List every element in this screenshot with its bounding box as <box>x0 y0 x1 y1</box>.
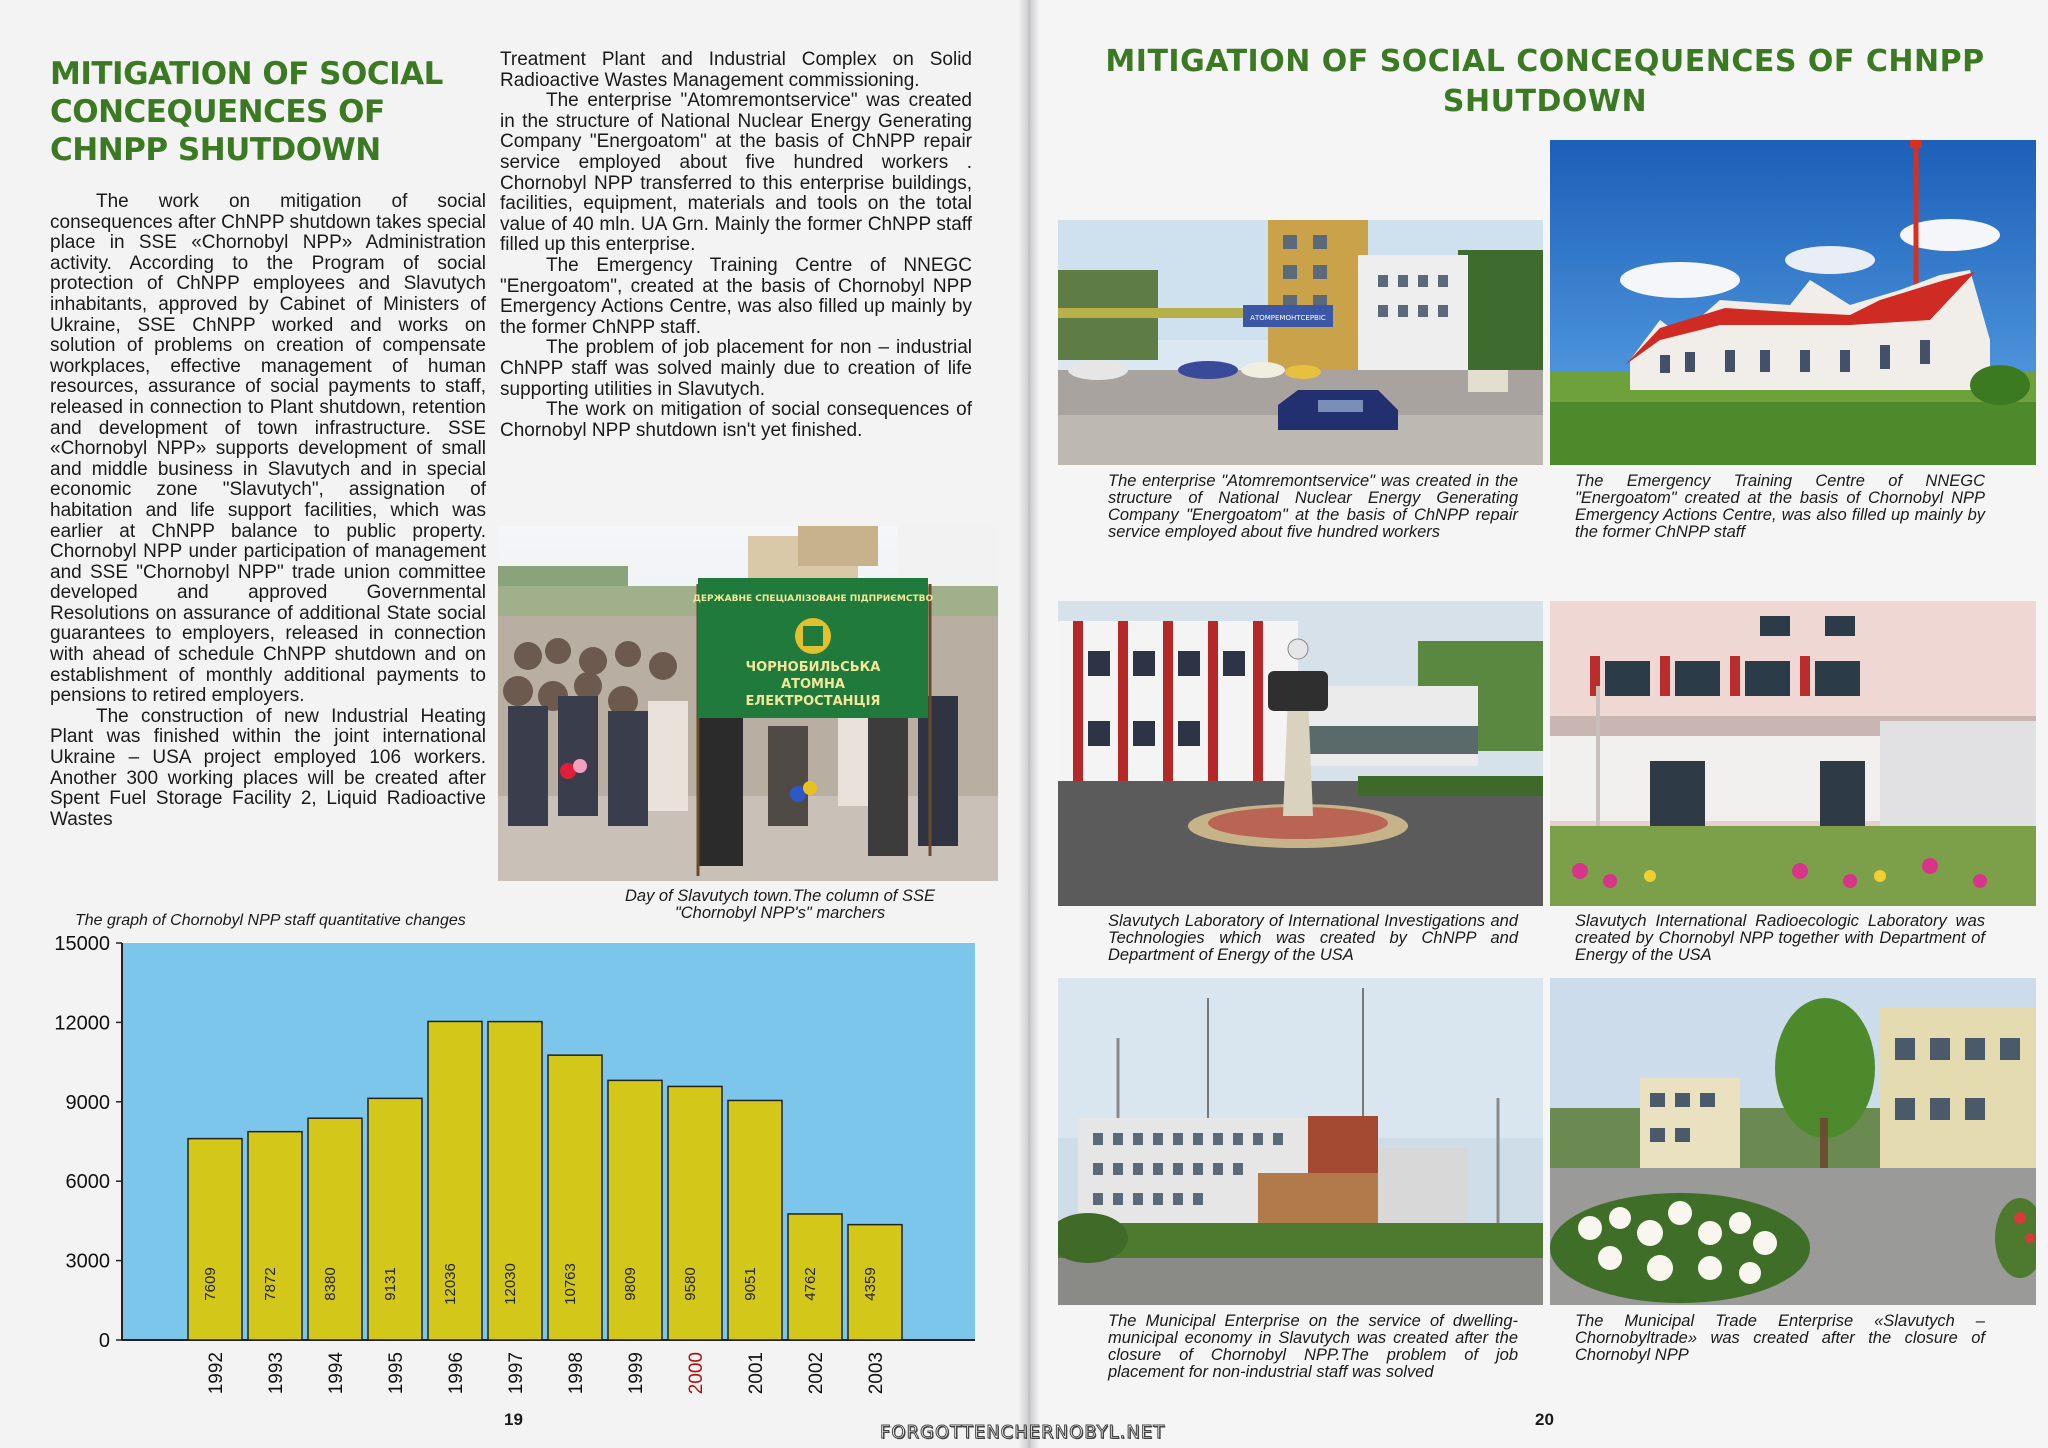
atomremontservice-photo <box>1058 220 1543 465</box>
emergency-training-centre-photo <box>1550 140 2036 465</box>
building-sign-text: АТОМРЕМОНТСЕРВІС <box>1250 314 1326 322</box>
paragraph: The work on mitigation of social consequences after ChNPP shutdown takes special place in SSE «Chornobyl NPP» Administration activity. According to the Program of social protection of ChNPP employees and Slavutych inhabitants, approved by Cabinet of Ministers of Ukraine, SSE ChNPP worked and works on solution of problems on creation of compensate workplaces, effective management of human resources, assurance of social payments to staff, released in connection to Plant shutdown, retention and development of town infrastructure. SSE «Chornobyl NPP» supports development of small and middle business in Slavutych and in special economic zone "Slavutych", assignation of habitation and life support facilities, which was earlier at ChNPP balance to public property. Chornobyl NPP under participation of management and SSE "Chornobyl NPP" trade union committee developed and approved Governmental Resolutions on assurance of additional State social guarantees to employers, released in connection with ahead of schedule ChNPP shutdown and on establishment of monthly additional payments to pensions to retired employers. <box>50 191 486 707</box>
bar-value-label: 9131 <box>382 1267 399 1301</box>
paragraph: The problem of job placement for non – industrial ChNPP staff was solved mainly due to creation of life supporting utilities in Slavutych. <box>500 337 972 400</box>
parade-photo <box>498 526 998 881</box>
page-number-right: 20 <box>1535 1410 1554 1429</box>
staff-bar-chart <box>40 935 1000 1395</box>
bar-1995 <box>368 1098 422 1340</box>
bar-value-label: 12036 <box>442 1263 459 1305</box>
page-number-left: 19 <box>504 1410 523 1429</box>
x-tick-label: 1993 <box>266 1352 287 1395</box>
y-tick-label: 3000 <box>65 1250 110 1273</box>
text-column-1 <box>50 192 486 830</box>
x-tick-label: 1992 <box>206 1352 227 1395</box>
bar-1992 <box>188 1139 242 1340</box>
paragraph: The Emergency Training Centre of NNEGC "Energoatom", created at the basis of Chornobyl NPP Emergency Actions Centre, was also filled up mainly by the former ChNPP staff. <box>500 254 972 338</box>
caption-atomremontservice: The enterprise "Atomremontservice" was created in the structure of National Nuclear Energy Generating Company "Energoatom" at the basis of ChNPP repair service employed about five hundred workers <box>1108 472 1518 541</box>
bar-value-label: 12030 <box>502 1263 519 1305</box>
paragraph: The work on mitigation of social consequences of Chornobyl NPP shutdown isn't yet finished. <box>500 399 972 441</box>
watermark: FORGOTTENCHERNOBYL.NET <box>880 1422 1166 1443</box>
bar-value-label: 9580 <box>682 1267 699 1301</box>
x-tick-label: 1997 <box>506 1352 527 1395</box>
caption-radioecologic-lab: Slavutych International Radioecologic Laboratory was created by Chornobyl NPP together with Department of Energy of the USA <box>1575 912 1985 964</box>
x-tick-label: 1994 <box>326 1352 347 1395</box>
bar-value-label: 7609 <box>202 1267 219 1301</box>
x-tick-label: 1995 <box>386 1352 407 1395</box>
caption-municipal-enterprise: The Municipal Enterprise on the service of dwelling-municipal economy in Slavutych was created after the closure of Chornobyl NPP.The problem of job placement for non-industrial staff was solved <box>1108 1312 1518 1381</box>
paragraph: The enterprise "Atomremontservice" was created in the structure of National Nuclear Energy Generating Company "Energoatom" at the basis of ChNPP repair service employed about five hundred workers . Chornobyl NPP transferred to this enterprise buildings, facilities, equipment, materials and tools on the total value of 40 mln. UA Grn. Mainly the former ChNPP staff filled up this enterprise. <box>500 90 972 256</box>
caption-emergency-training-centre: The Emergency Training Centre of NNEGC "Energoatom" created at the basis of Chornobyl NPP Emergency Actions Centre, was also filled up mainly by the former ChNPP staff <box>1575 472 1985 541</box>
x-tick-label: 1996 <box>446 1352 467 1395</box>
text-column-2 <box>500 50 972 441</box>
bar-1994 <box>308 1118 362 1340</box>
banner-top-text: ДЕРЖАВНЕ СПЕЦІАЛІЗОВАНЕ ПІДПРИЄМСТВО <box>692 594 934 604</box>
bar-value-label: 4762 <box>802 1267 819 1301</box>
y-tick-label: 6000 <box>65 1171 110 1194</box>
lab-investigations-photo <box>1058 601 1543 906</box>
bar-value-label: 9809 <box>622 1267 639 1301</box>
bar-value-label: 8380 <box>322 1267 339 1301</box>
bar-value-label: 9051 <box>742 1267 759 1301</box>
x-tick-label: 2001 <box>746 1352 767 1395</box>
municipal-enterprise-photo <box>1058 978 1543 1305</box>
y-tick-label: 9000 <box>65 1091 110 1114</box>
caption-trade-enterprise: The Municipal Trade Enterprise «Slavutych – Chornobyltrade» was created after the closure of Chornobyl NPP <box>1575 1312 1985 1364</box>
parade-photo-caption: Day of Slavutych town.The column of SSE "Chornobyl NPP's" marchers <box>625 887 935 922</box>
left-page-title: MITIGATION OF SOCIAL CONCEQUENCES OF CHNPP SHUTDOWN <box>50 56 443 168</box>
bar-1993 <box>248 1132 302 1340</box>
right-page-title: MITIGATION OF SOCIAL CONCEQUENCES OF CHNPP SHUTDOWN <box>1105 44 1985 119</box>
y-tick-label: 0 <box>98 1330 110 1352</box>
y-tick-label: 12000 <box>54 1012 110 1035</box>
bar-value-label: 4359 <box>862 1267 879 1301</box>
bar-2001 <box>728 1100 782 1340</box>
banner-line-2: АТОМНА <box>781 677 845 692</box>
trade-enterprise-photo <box>1550 978 2036 1305</box>
bar-value-label: 7872 <box>262 1267 279 1301</box>
bar-value-label: 10763 <box>562 1263 579 1305</box>
chart-caption: The graph of Chornobyl NPP staff quantitative changes <box>75 912 466 929</box>
x-tick-label: 1999 <box>626 1352 647 1395</box>
x-tick-label: 2002 <box>806 1352 827 1395</box>
x-tick-label: 2000 <box>686 1352 707 1395</box>
radioecologic-lab-photo <box>1550 601 2036 906</box>
book-gutter <box>1018 0 1040 1448</box>
x-tick-label: 1998 <box>566 1352 587 1395</box>
bar-2000 <box>668 1086 722 1340</box>
paragraph: The construction of new Industrial Heating Plant was finished within the joint international Ukraine – USA project employed 106 workers. Another 300 working places will be created after Spent Fuel Storage Facility 2, Liquid Radioactive Wastes <box>50 705 486 830</box>
banner-line-1: ЧОРНОБИЛЬСЬКА <box>745 660 881 675</box>
x-tick-label: 2003 <box>866 1352 887 1395</box>
paragraph: Treatment Plant and Industrial Complex on Solid Radioactive Wastes Management commissioning. <box>500 49 972 91</box>
y-tick-label: 15000 <box>54 935 110 955</box>
banner-line-3: ЕЛЕКТРОСТАНЦІЯ <box>745 694 881 709</box>
caption-lab-investigations: Slavutych Laboratory of International Investigations and Technologies which was created by ChNPP and Department of Energy of the USA <box>1108 912 1518 964</box>
